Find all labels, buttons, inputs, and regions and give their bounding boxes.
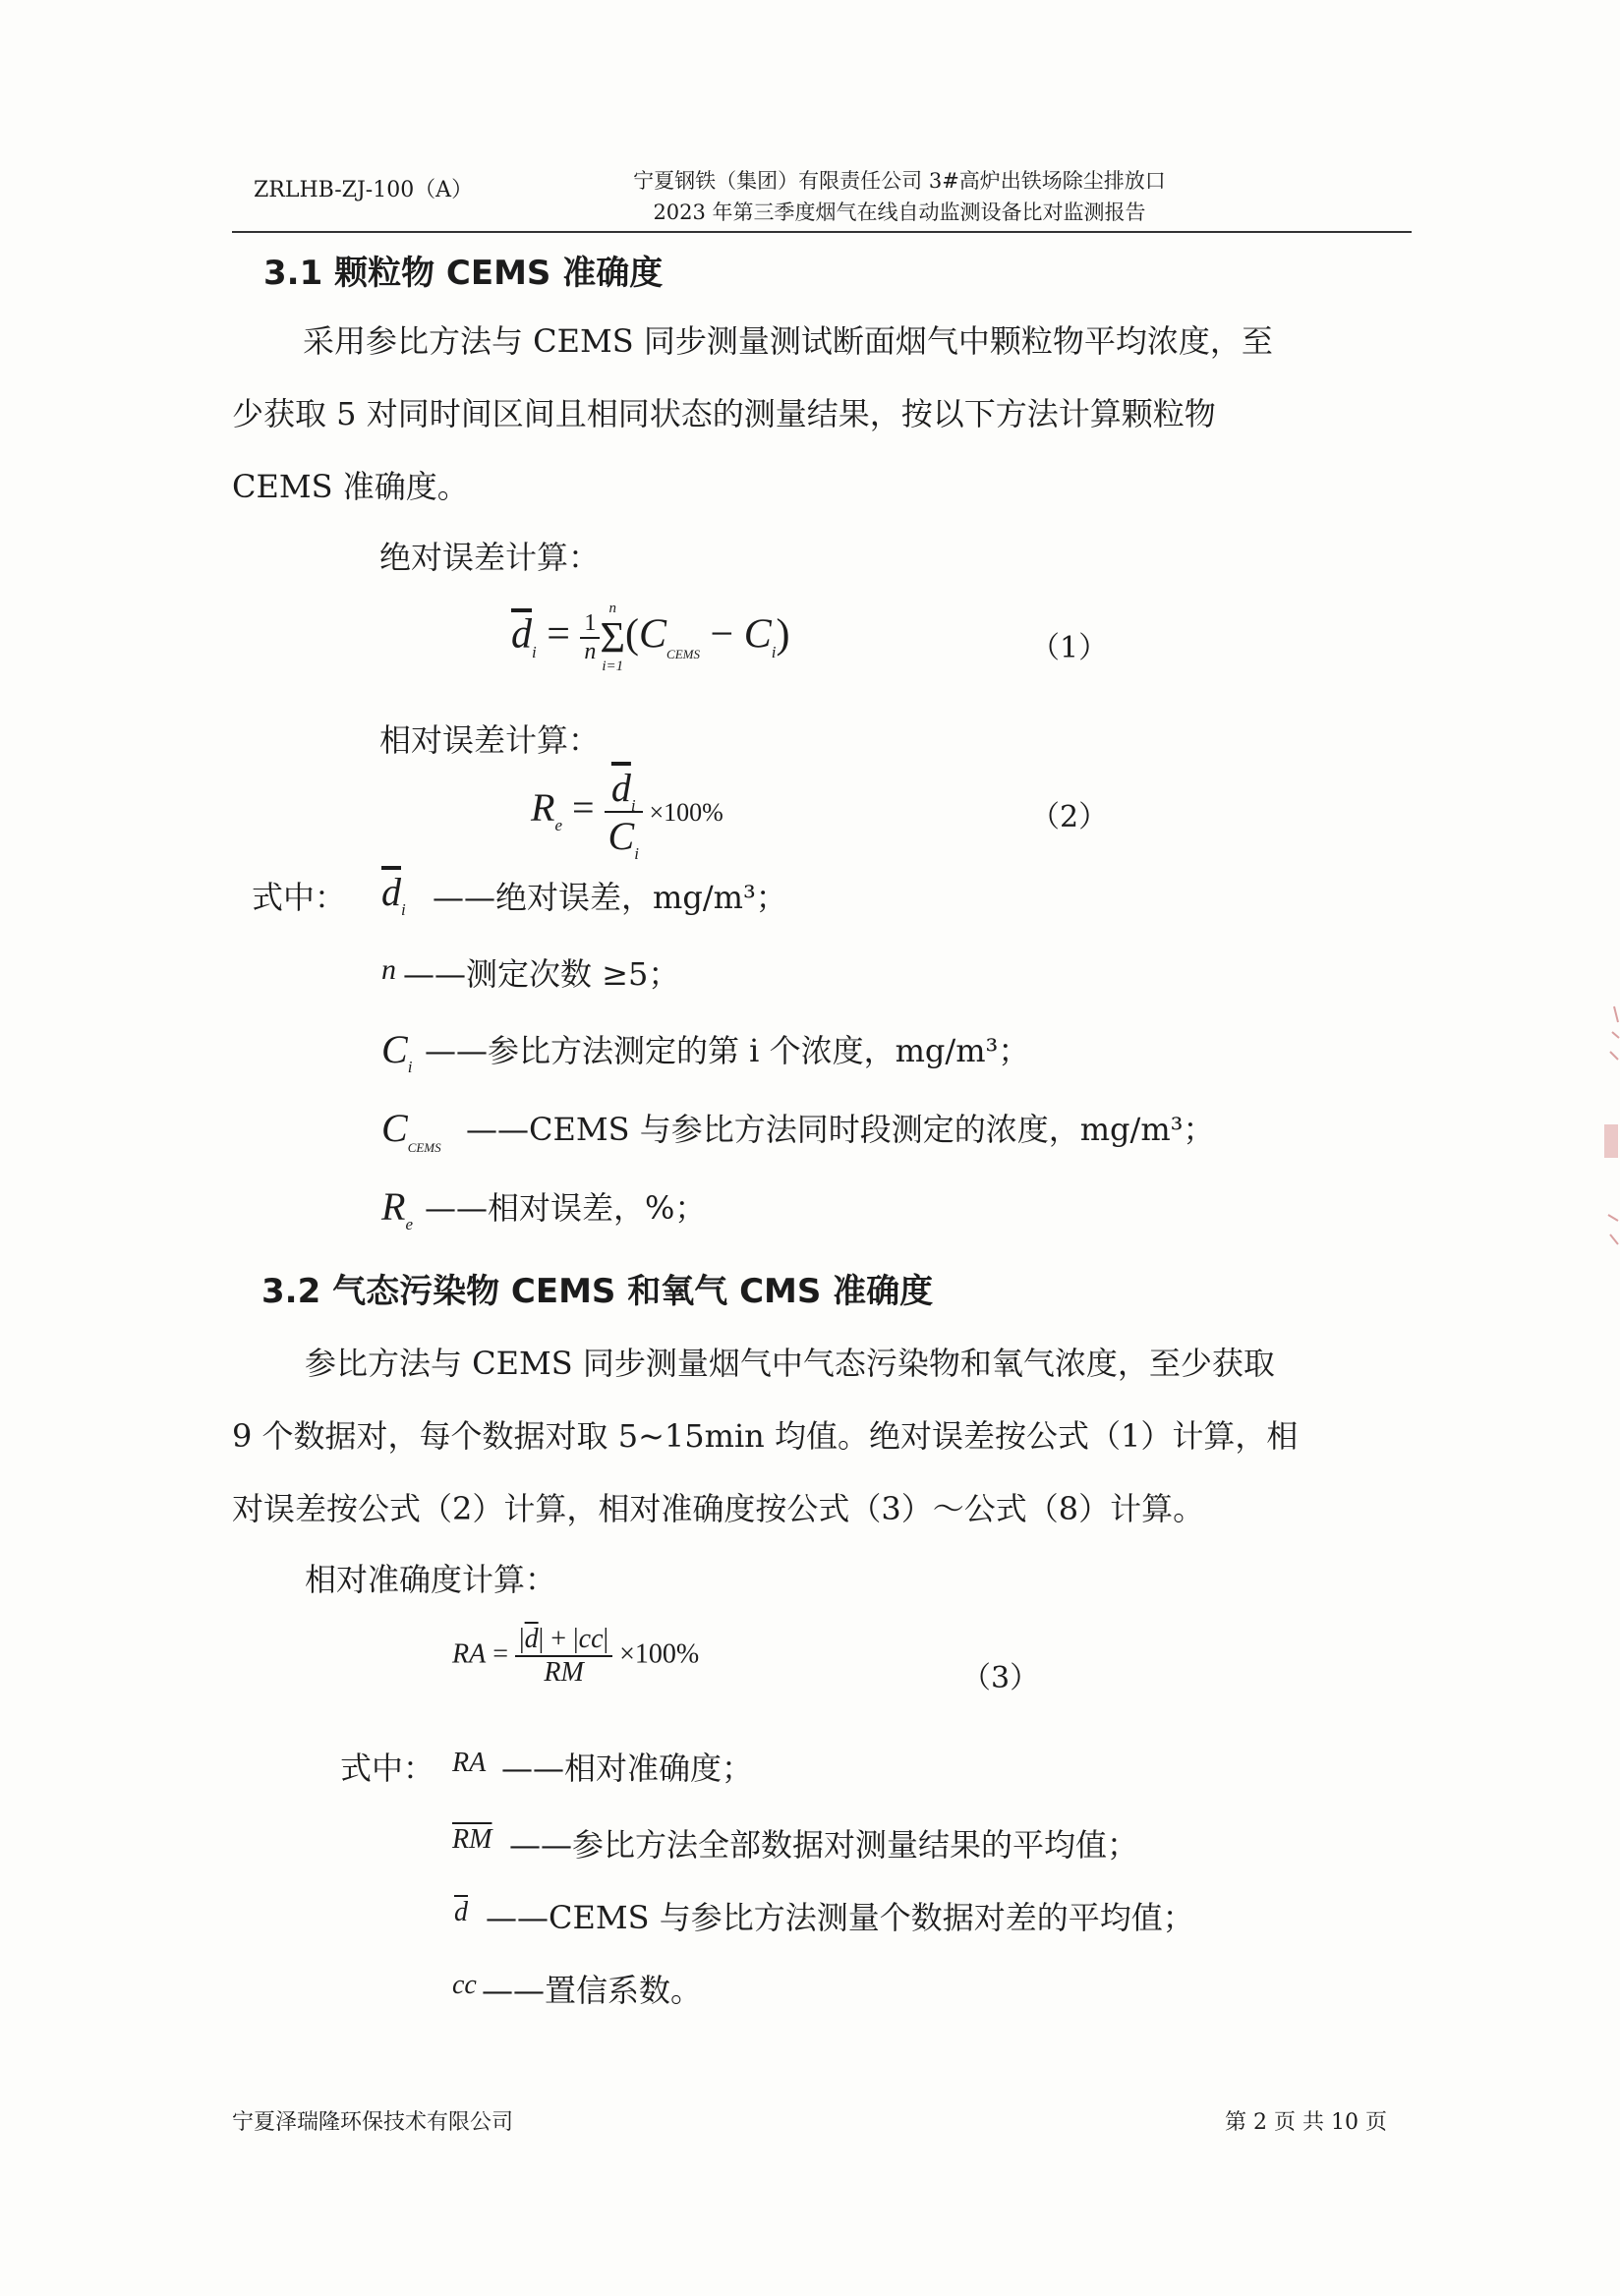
rel-error-label: 相对误差计算： [379, 721, 601, 759]
doc-code: ZRLHB-ZJ-100（A） [254, 178, 474, 202]
header-rule [232, 231, 1412, 233]
header-title-line1: 宁夏钢铁（集团）有限责任公司 3#高炉出铁场除尘排放口 [633, 169, 1166, 193]
equation-1-number: （1） [1030, 631, 1109, 665]
symbol-re: $R_e$ [381, 1184, 413, 1234]
symbol-rm: $\overline{RM}$ [452, 1824, 492, 1855]
para-3-1-line3: CEMS 准确度。 [232, 468, 469, 505]
seal-mark [1594, 1120, 1620, 1189]
where-label-1: 式中： [252, 879, 347, 916]
equation-3: RA = $\frac{|\overline{d}| + |cc|}{RM}$ ×100% [452, 1624, 700, 1688]
def-reference-concentration: ——参比方法测定的第 i 个浓度，mg/m³； [425, 1032, 1030, 1069]
def-reference-mean: ——参比方法全部数据对测量结果的平均值； [509, 1826, 1139, 1864]
equation-3-number: （3） [961, 1661, 1040, 1695]
para-3-2-line2: 9 个数据对，每个数据对取 5~15min 均值。绝对误差按公式（1）计算，相 [232, 1417, 1299, 1455]
def-cems-concentration: ——CEMS 与参比方法同时段测定的浓度，mg/m³； [466, 1111, 1215, 1148]
para-3-2-line3: 对误差按公式（2）计算，相对准确度按公式（3）～公式（8）计算。 [232, 1490, 1205, 1527]
symbol-d-bar: $\overline{d}_i$ [381, 870, 406, 919]
equation-2-number: （2） [1030, 800, 1109, 834]
def-relative-error: ——相对误差，%； [425, 1189, 707, 1227]
def-mean-difference: ——CEMS 与参比方法测量个数据对差的平均值； [486, 1899, 1194, 1936]
symbol-ccems: $C_{CEMS}$ [381, 1106, 441, 1155]
para-3-1-line2: 少获取 5 对同时间区间且相同状态的测量结果，按以下方法计算颗粒物 [232, 395, 1216, 432]
symbol-cc: cc [452, 1970, 477, 2000]
symbol-d-mean: $\overline{d}$ [454, 1897, 468, 1927]
def-measure-count: ——测定次数 ≥5； [403, 955, 680, 993]
def-absolute-error: ——绝对误差，mg/m³； [433, 879, 787, 916]
header-title-line2: 2023 年第三季度烟气在线自动监测设备比对监测报告 [653, 201, 1146, 224]
equation-1: $\overline{d}_i$ = $\frac{1}{n}$ n Σ i=1 $(C_{CEMS} - C_i)$ [511, 601, 790, 674]
section-heading-3-2: 3.2 气态污染物 CEMS 和氧气 CMS 准确度 [261, 1272, 934, 1311]
def-confidence-coefficient: ——置信系数。 [482, 1972, 703, 2009]
seal-mark [1594, 1003, 1620, 1091]
symbol-n: n [381, 953, 396, 986]
where-label-2: 式中： [340, 1750, 435, 1787]
seal-mark [1594, 1209, 1620, 1268]
footer-company: 宁夏泽瑞隆环保技术有限公司 [232, 2110, 514, 2135]
abs-error-label: 绝对误差计算： [379, 539, 601, 576]
ra-label: 相对准确度计算： [305, 1561, 557, 1598]
para-3-2-line1: 参比方法与 CEMS 同步测量烟气中气态污染物和氧气浓度，至少获取 [305, 1345, 1275, 1382]
para-3-1-line1: 采用参比方法与 CEMS 同步测量测试断面烟气中颗粒物平均浓度，至 [303, 322, 1273, 360]
footer-page-number: 第 2 页 共 10 页 [1225, 2110, 1387, 2135]
symbol-ra: RA [452, 1748, 487, 1778]
section-heading-3-1: 3.1 颗粒物 CEMS 准确度 [263, 254, 664, 293]
symbol-ci: $C_i$ [381, 1027, 413, 1076]
def-relative-accuracy: ——相对准确度； [501, 1750, 754, 1787]
equation-2: $R_e$ = $\frac{\overline{d}_i}{C_i}$ ×100% [531, 766, 723, 863]
